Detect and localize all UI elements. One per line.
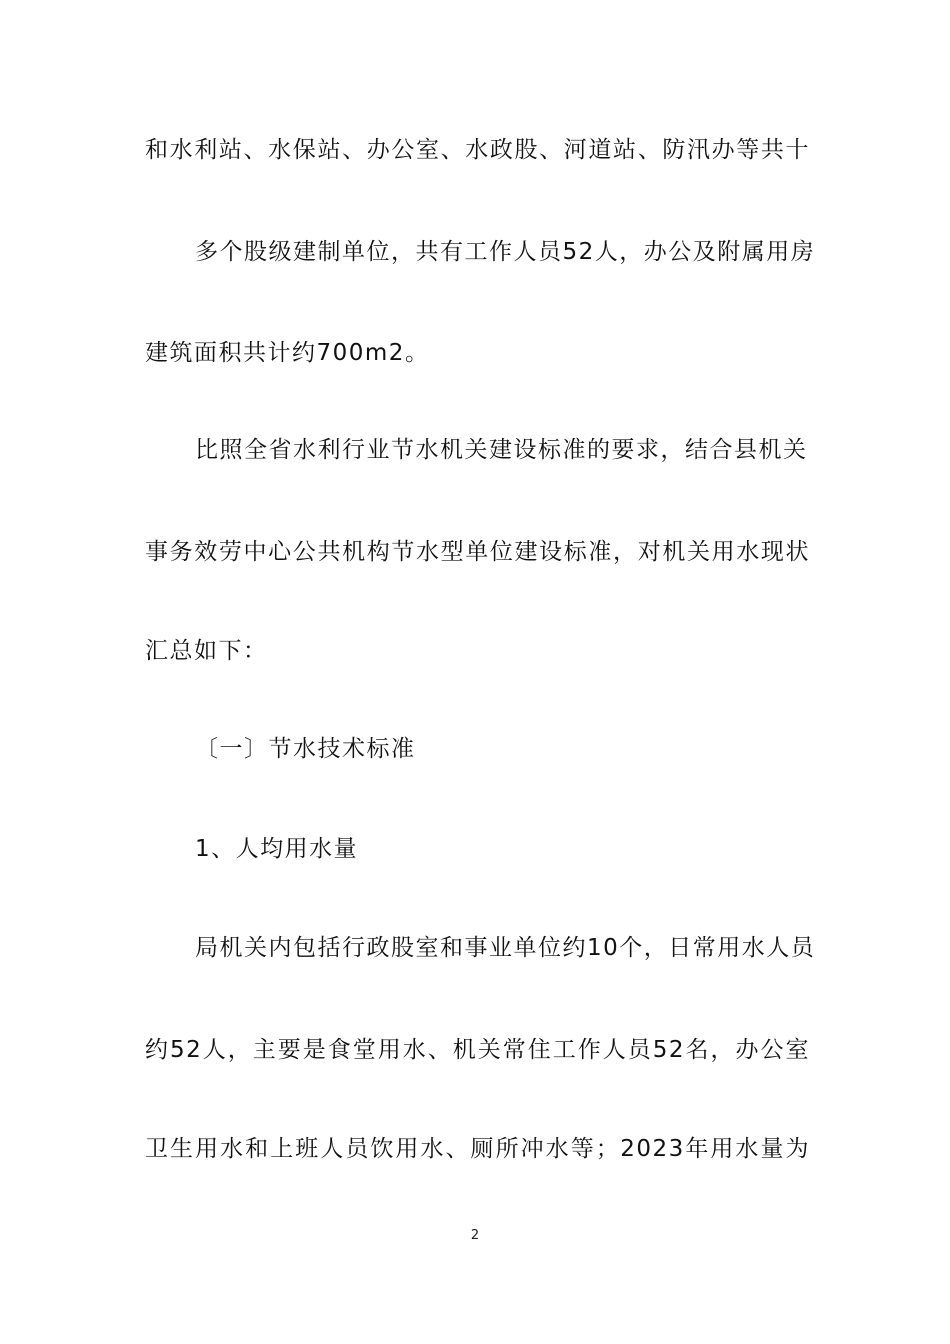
body-text-line: 局机关内包括行政股室和事业单位约10个，日常用水人员 (195, 935, 816, 961)
section-heading: 〔一〕节水技术标准 (195, 736, 416, 762)
body-text-line: 约52人，主要是食堂用水、机关常住工作人员52名，办公室 (145, 1037, 810, 1063)
body-text-line: 事务效劳中心公共机构节水型单位建设标准，对机关用水现状 (145, 539, 810, 565)
body-text-line: 汇总如下： (145, 638, 268, 664)
body-text-line: 卫生用水和上班人员饮用水、厕所冲水等；2023年用水量为 (145, 1136, 810, 1162)
body-text-line: 和水利站、水保站、办公室、水政股、河道站、防汛办等共十 (145, 137, 810, 163)
body-text-line: 比照全省水利行业节水机关建设标准的要求，结合县机关 (195, 437, 808, 463)
body-text-line: 多个股级建制单位，共有工作人员52人，办公及附属用房 (195, 239, 816, 265)
subsection-heading: 1、人均用水量 (195, 836, 359, 862)
body-text-line: 建筑面积共计约700m2。 (145, 340, 430, 366)
page-number: 2 (470, 1228, 480, 1243)
